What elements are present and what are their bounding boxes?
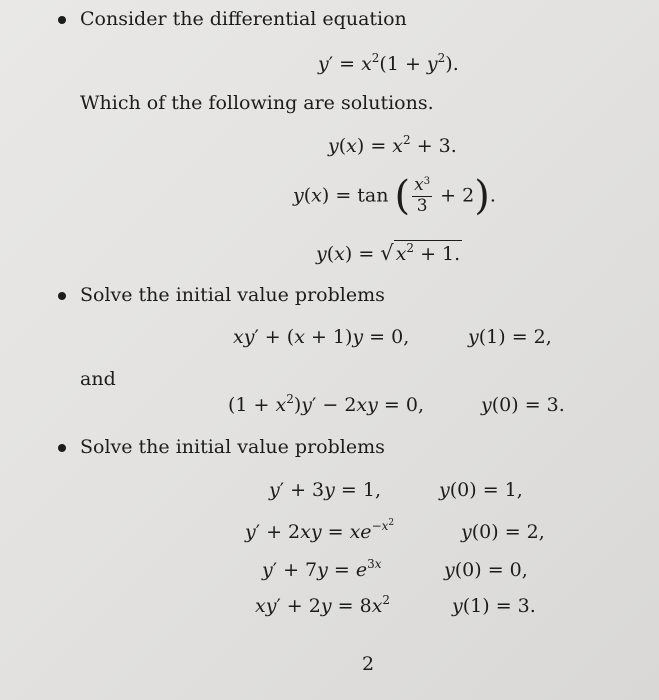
q2-equation-1: xy′ + (x + 1)y = 0, [233, 326, 410, 348]
q2-ic-1: y(1) = 2, [468, 326, 552, 348]
q3-intro: Solve the initial value problems [80, 436, 385, 458]
q3-ic-3: y(0) = 0, [444, 559, 528, 581]
bullet-2 [58, 292, 66, 300]
q3-equation-3: $y' + 7y = e^{3x}$ [262, 557, 382, 581]
q2-ic-2: y(0) = 3. [481, 394, 565, 416]
bullet-1 [58, 16, 66, 24]
q1-option-2: y(x) = tan ( $\frac{x^3}{3}$ + 2). [293, 173, 496, 220]
q3-ic-2: y(0) = 2, [461, 521, 545, 543]
q2-equation-2: $(1 + x^2)y' - 2xy = 0$, [228, 392, 425, 416]
q3-equation-2: $y' + 2xy = xe^{-x^2}$ [245, 518, 395, 543]
q3-ic-1: y(0) = 1, [439, 479, 523, 501]
q2-intro: Solve the initial value problems [80, 284, 385, 306]
q1-option-1: $y(x) = x^2 + 3$. [328, 133, 457, 157]
q1-equation: $y' = x^2(1 + y^2)$. [318, 51, 459, 75]
fraction: $\frac{x^3}{3}$ [414, 175, 431, 216]
q3-equation-1: y′ + 3y = 1, [269, 479, 382, 501]
bullet-3 [58, 444, 66, 452]
q3-equation-4: $xy' + 2y = 8x^2$ [255, 593, 391, 617]
page-number: 2 [362, 653, 375, 675]
q1-which: Which of the following are solutions. [80, 92, 434, 114]
q1-option-3: y(x) = √ $x^2 + 1$. [316, 241, 461, 265]
q2-and: and [80, 368, 116, 390]
q3-ic-4: y(1) = 3. [452, 595, 536, 617]
q1-intro: Consider the differential equation [80, 8, 407, 30]
